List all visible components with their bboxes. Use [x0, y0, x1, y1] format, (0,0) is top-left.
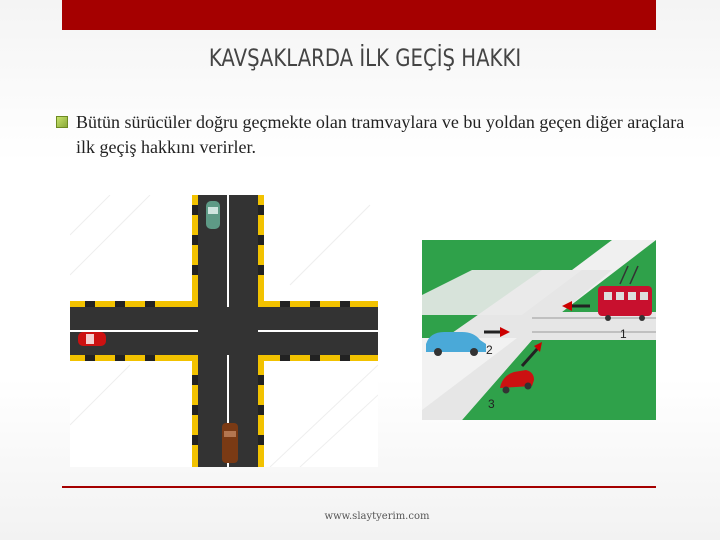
checkbox-bullet-icon	[56, 116, 68, 128]
label-3: 3	[488, 397, 495, 411]
top-accent-bar	[62, 0, 656, 30]
footer-watermark: www.slaytyerim.com	[324, 511, 430, 522]
bullet-text: Bütün sürücüler doğru geçmekte olan tramvaylara ve bu yoldan geçen diğer araçlara ilk geçiş hakkını verirler.	[76, 112, 685, 157]
bottom-accent-line	[62, 486, 656, 488]
label-2: 2	[486, 343, 493, 357]
car-icon	[206, 201, 220, 229]
label-1: 1	[620, 327, 627, 341]
car-icon	[222, 423, 238, 463]
intersection-diagram	[70, 195, 378, 467]
car-icon	[78, 332, 106, 346]
slide-title: KAVŞAKLARDA İLK GEÇİŞ HAKKI	[208, 44, 522, 72]
tram-diagram	[422, 240, 656, 420]
